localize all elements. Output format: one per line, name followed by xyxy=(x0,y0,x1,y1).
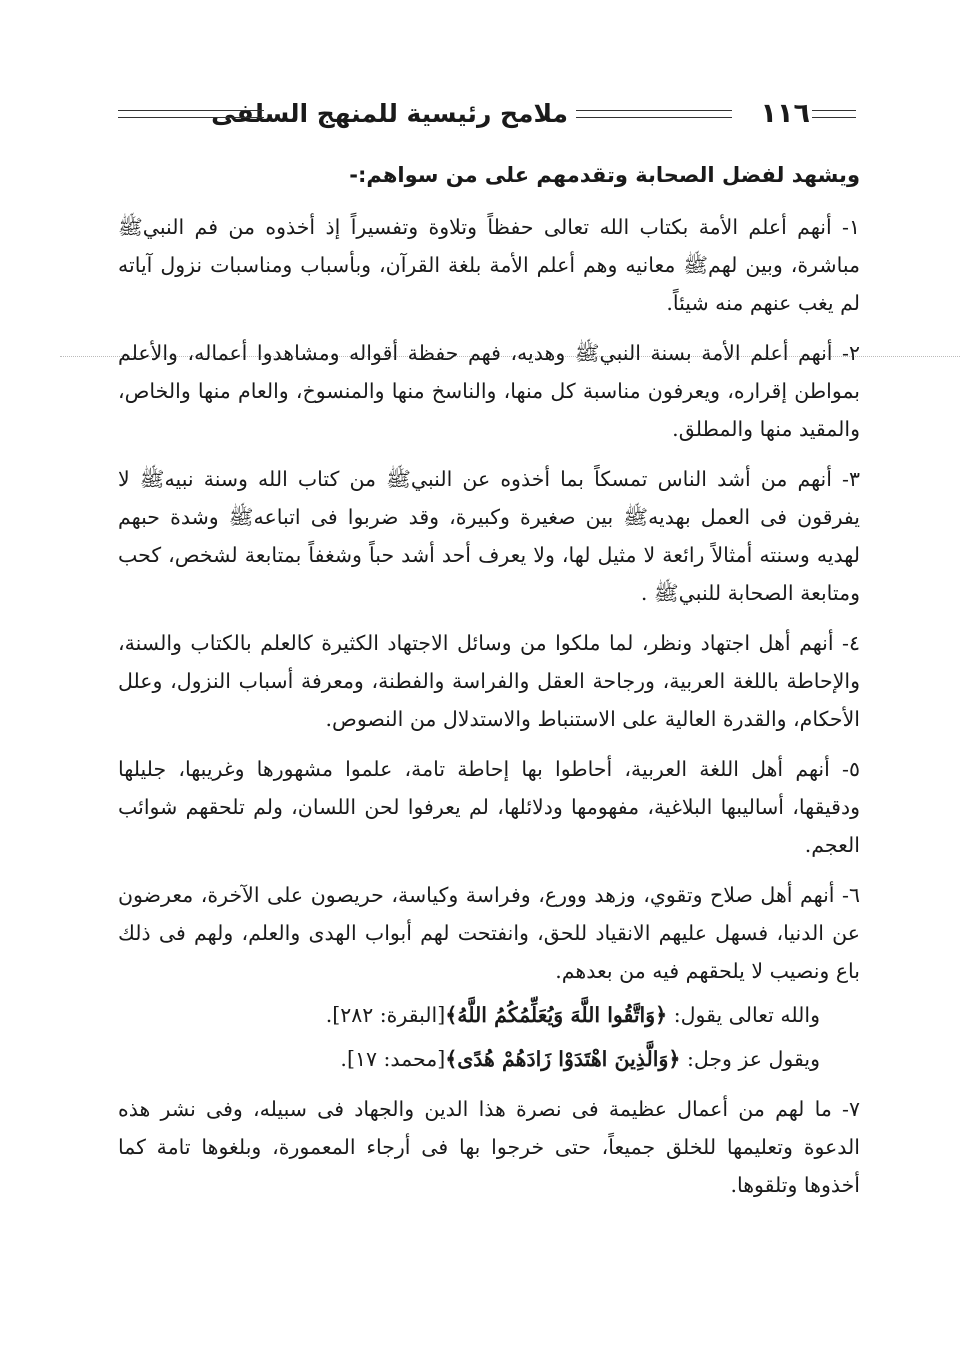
quran-verse: ﴿وَاتَّقُوا اللَّهَ وَيُعَلِّمُكُمُ اللَّهُ﴾ xyxy=(445,1003,668,1027)
running-title: ملامح رئيسية للمنهج السلفى xyxy=(211,99,568,128)
page-header xyxy=(118,96,856,140)
verse-lead: والله تعالى يقول: xyxy=(673,1003,820,1027)
paragraph-1: ١- أنهم أعلم الأمة بكتاب الله تعالى حفظاً وتلاوة وتفسيراً إذ أخذوه من فم النبيﷺ مباشرة، وبين لهمﷺ معانيه وهم أعلم الأمة بلغة القرآن، وبأسباب ومناسبات نزول آياته لم يغب عنهم منه شيئاً. xyxy=(118,215,860,315)
verse-citation-1 xyxy=(118,996,860,1034)
paragraph-5: ٥- أنهم أهل اللغة العربية، أحاطوا بها إحاطة تامة، علموا مشهورها وغريبها، جليلها ودقيقها، أساليبها البلاغية، مفهومها ودلائلها، لم يعرفوا لحن اللسان، ولم تلحقهم شوائب العجم. xyxy=(118,757,860,857)
page-body xyxy=(118,152,860,1216)
verse-reference: [محمد: ١٧]. xyxy=(340,1047,446,1071)
intro-heading: ويشهد لفضل الصحابة وتقدمهم على من سواهم:- xyxy=(349,163,860,187)
header-rule-middle xyxy=(576,110,732,118)
verse-lead: ويقول عز وجل: xyxy=(686,1047,820,1071)
quran-verse: ﴿وَالَّذِينَ اهْتَدَوْا زَادَهُمْ هُدًى﴾ xyxy=(445,1047,681,1071)
paragraph-6: ٦- أنهم أهل صلاح وتقوي، وزهد وورع، وفراسة وكياسة، حريصون على الآخرة، معرضون عن الدنيا، فسهل عليهم الانقياد للحق، وانفتحت لهم أبواب الهدى والعلم، ولهم فى ذلك باع ونصيب لا يلحقهم فيه من بعدهم. xyxy=(118,883,860,983)
verse-reference: [البقرة: ٢٨٢]. xyxy=(325,1003,446,1027)
paragraph-3: ٣- أنهم من أشد الناس تمسكاً بما أخذوه عن النبيﷺ من كتاب الله وسنة نبيهﷺ لا يفرقون فى العمل بهديهﷺ بين صغيرة وكبيرة، وقد ضربوا فى اتباعهﷺ وشدة حبهم لهديه وسنته أمثالاً رائعة لا مثيل لها، ولا يعرف أحد أشد حباً وشغفاً بمتابعة لشخص، كحب ومتابعة الصحابة للنبيﷺ . xyxy=(118,467,860,605)
paragraph-2: ٢- أنهم أعلم الأمة بسنة النبيﷺ وهديه، فهم حفظة أقواله ومشاهدوا أعماله، والأعلم بمواطن إقراره، ويعرفون مناسبة كل منها، والناسخ منها والمنسوخ، والعام منها والخاص، والمقيد منها والمطلق. xyxy=(118,341,860,441)
header-rule-left xyxy=(118,110,264,118)
page-number: ١١٦ xyxy=(760,98,810,129)
verse-citation-2 xyxy=(118,1040,860,1078)
header-rule-right xyxy=(812,110,856,118)
paragraph-4: ٤- أنهم أهل اجتهاد ونظر، لما ملكوا من وسائل الاجتهاد الكثيرة كالعلم بالكتاب والسنة، والإحاطة باللغة العربية، ورجاحة العقل والفراسة والفطنة، ومعرفة أسباب النزول، وعلل الأحكام، والقدرة العالية على الاستنباط والاستدلال من النصوص. xyxy=(118,631,860,731)
paragraph-7: ٧- ما لهم من أعمال عظيمة فى نصرة هذا الدين والجهاد فى سبيله، وفى نشر هذه الدعوة وتعليمها للخلق جميعاً، حتى خرجوا بها فى أرجاء المعمورة، وبلغوها تامة كما أخذوها وتلقوها. xyxy=(118,1097,860,1197)
